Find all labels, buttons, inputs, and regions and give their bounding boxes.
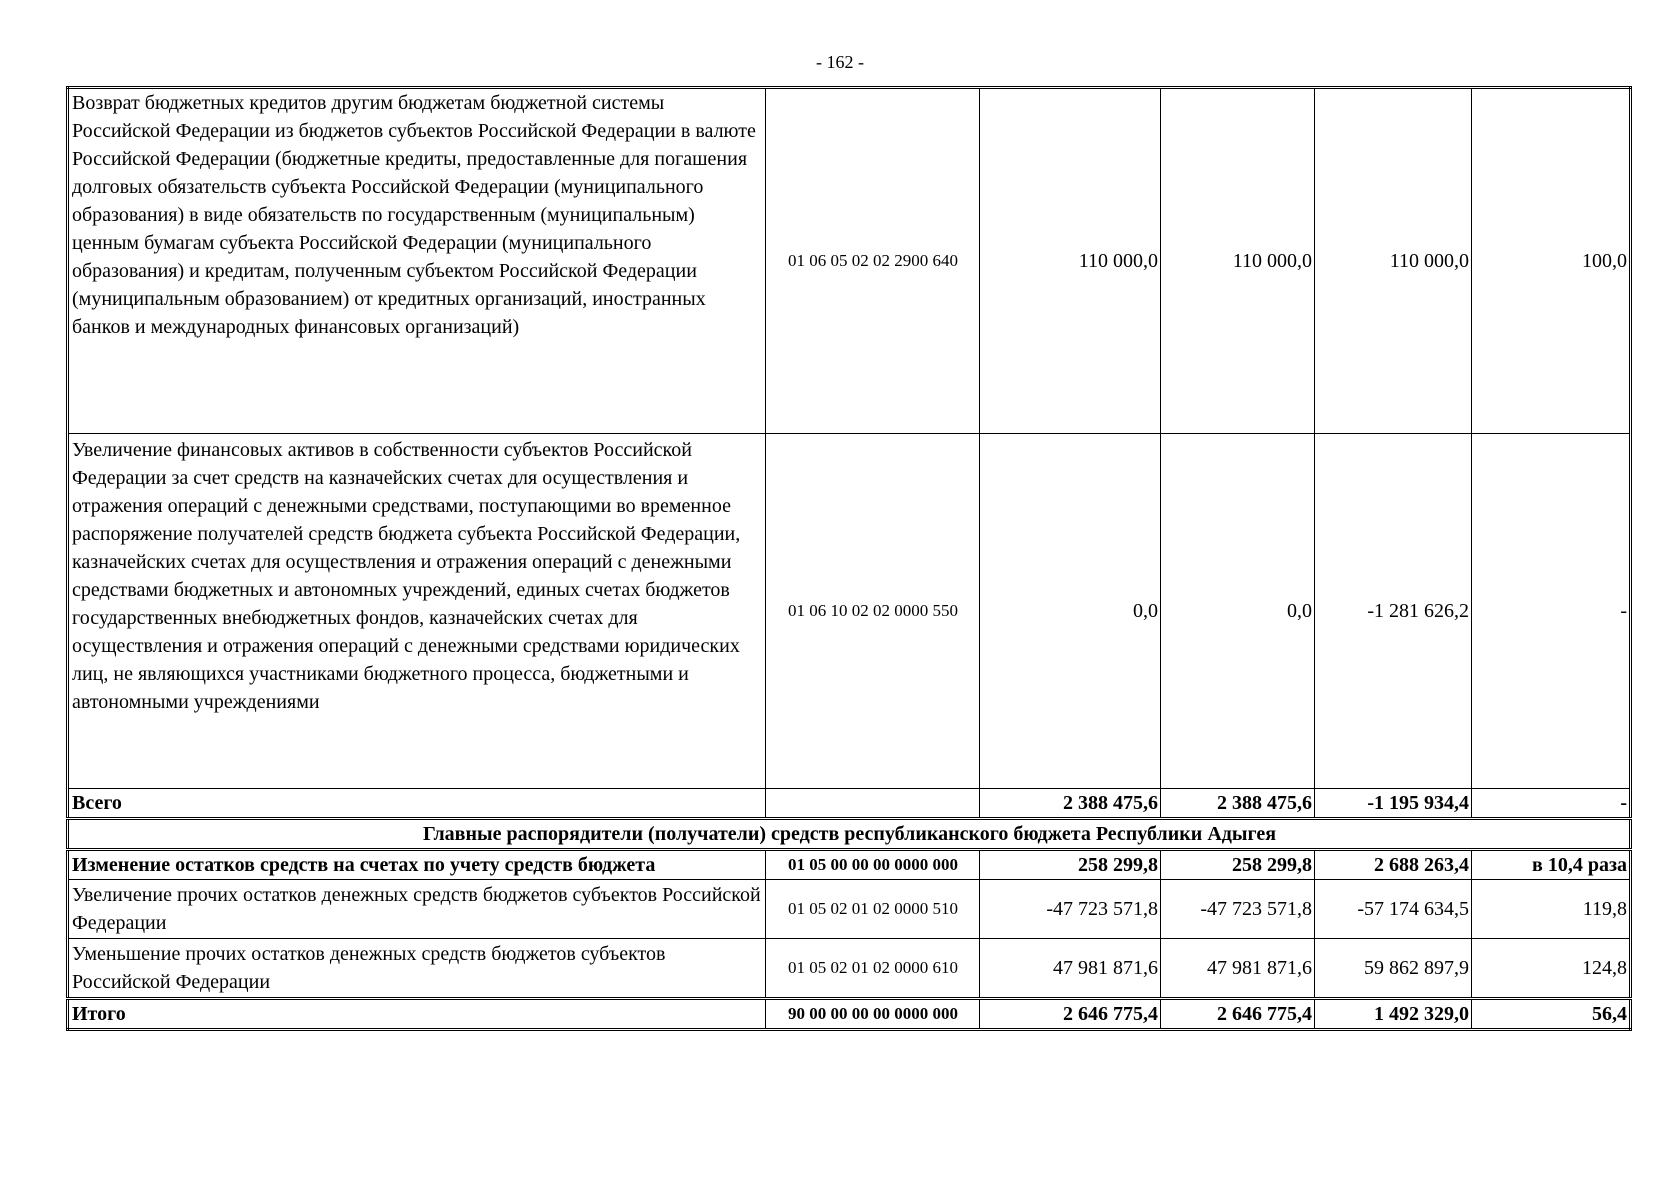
table-row: [68, 434, 1631, 789]
row-code: 90 00 00 00 00 0000 000: [766, 999, 980, 1030]
row-value-2: 47 981 871,6: [1161, 939, 1315, 999]
row-name: Изменение остатков средств на счетах по учету средств бюджета: [68, 850, 766, 880]
row-code: 01 05 02 01 02 0000 510: [766, 880, 980, 939]
row-value-1: 47 981 871,6: [980, 939, 1161, 999]
row-code: 01 06 10 02 02 0000 550: [766, 434, 980, 789]
row-value-3: 110 000,0: [1315, 88, 1472, 434]
row-name: Итого: [68, 999, 766, 1030]
grand-total-row: [68, 999, 1631, 1030]
row-value-2: 258 299,8: [1161, 850, 1315, 880]
row-value-3: -57 174 634,5: [1315, 880, 1472, 939]
table-row: [68, 850, 1631, 880]
subtotal-row: [68, 789, 1631, 819]
row-percent: 119,8: [1472, 880, 1631, 939]
row-value-3: -1 195 934,4: [1315, 789, 1472, 819]
row-name: Уменьшение прочих остатков денежных средств бюджетов субъектов Российской Федерации: [68, 939, 766, 999]
row-value-2: 110 000,0: [1161, 88, 1315, 434]
page-number: - 162 -: [816, 52, 864, 72]
row-percent: -: [1472, 789, 1631, 819]
table-row: [68, 880, 1631, 939]
row-value-3: 59 862 897,9: [1315, 939, 1472, 999]
row-value-1: 258 299,8: [980, 850, 1161, 880]
table-row: [68, 939, 1631, 999]
row-name: Увеличение прочих остатков денежных средств бюджетов субъектов Российской Федерации: [68, 880, 766, 939]
row-value-2: 2 388 475,6: [1161, 789, 1315, 819]
row-name: Возврат бюджетных кредитов другим бюджетам бюджетной системы Российской Федерации из бюджетов субъектов Российской Федерации в валюте Российской Федерации (бюджетные кредиты, предоставленные для погашения долговых обязательств субъекта Российской Федерации (муниципального образования) в виде обязательств по государственным (муниципальным) ценным бумагам субъекта Российской Федерации (муниципального образования) и кредитам, полученным субъектом Российской Федерации (муниципальным образованием) от кредитных организаций, иностранных банков и международных финансовых организаций): [68, 88, 766, 434]
row-percent: 124,8: [1472, 939, 1631, 999]
row-code: 01 05 00 00 00 0000 000: [766, 850, 980, 880]
row-value-1: 110 000,0: [980, 88, 1161, 434]
section-title: Главные распорядители (получатели) средств республиканского бюджета Республики Адыгея: [68, 819, 1631, 850]
row-code: 01 06 05 02 02 2900 640: [766, 88, 980, 434]
row-value-3: -1 281 626,2: [1315, 434, 1472, 789]
row-name: Всего: [68, 789, 766, 819]
row-value-3: 1 492 329,0: [1315, 999, 1472, 1030]
row-value-1: 2 646 775,4: [980, 999, 1161, 1030]
row-percent: -: [1472, 434, 1631, 789]
row-code: 01 05 02 01 02 0000 610: [766, 939, 980, 999]
row-value-2: 0,0: [1161, 434, 1315, 789]
row-value-1: 2 388 475,6: [980, 789, 1161, 819]
row-name: Увеличение финансовых активов в собственности субъектов Российской Федерации за счет средств на казначейских счетах для осуществления и отражения операций с денежными средствами, поступающими во временное распоряжение получателей средств бюджета субъекта Российской Федерации, казначейских счетах для осуществления и отражения операций с денежными средствами бюджетных и автономных учреждений, единых счетах бюджетов государственных внебюджетных фондов, казначейских счетах для осуществления и отражения операций с денежными средствами юридических лиц, не являющихся участниками бюджетного процесса, бюджетными и автономными учреждениями: [68, 434, 766, 789]
table-row: [68, 88, 1631, 434]
row-value-1: 0,0: [980, 434, 1161, 789]
budget-table: [66, 86, 1632, 1031]
row-code: [766, 789, 980, 819]
row-percent: 100,0: [1472, 88, 1631, 434]
row-value-2: -47 723 571,8: [1161, 880, 1315, 939]
row-percent: 56,4: [1472, 999, 1631, 1030]
row-value-2: 2 646 775,4: [1161, 999, 1315, 1030]
row-percent: в 10,4 раза: [1472, 850, 1631, 880]
row-value-3: 2 688 263,4: [1315, 850, 1472, 880]
section-header-row: [68, 819, 1631, 850]
row-value-1: -47 723 571,8: [980, 880, 1161, 939]
